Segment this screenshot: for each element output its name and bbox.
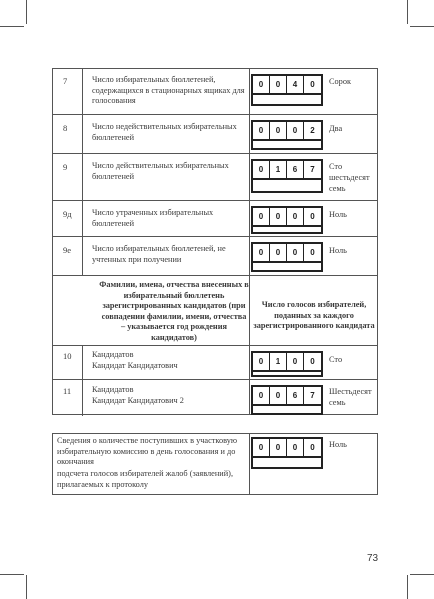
candidate-group: Кандидатов — [92, 350, 134, 359]
digit-cell: 7 — [310, 165, 315, 174]
candidate-group: Кандидатов — [92, 385, 134, 394]
table-row — [53, 236, 377, 275]
table-row — [53, 114, 377, 153]
digit-cell: 0 — [287, 353, 304, 370]
value-in-words: Ноль — [329, 246, 347, 255]
digit-boxes — [251, 74, 323, 95]
results-table — [52, 68, 378, 415]
digit-cell: 6 — [287, 161, 304, 178]
digit-cell: 6 — [287, 387, 304, 404]
crop-mark — [26, 575, 27, 599]
candidate-row — [53, 345, 377, 379]
digit-cell: 0 — [310, 248, 315, 257]
digit-cell: 0 — [253, 387, 270, 404]
digit-cell: 0 — [253, 439, 270, 456]
crop-mark — [26, 0, 27, 24]
digit-cell: 0 — [253, 353, 270, 370]
candidates-header-votes: Число голосов избирателей, поданных за каждого зарегистрированного кандидата — [253, 300, 375, 331]
digit-cell: 0 — [287, 439, 304, 456]
digit-boxes — [251, 120, 323, 141]
crop-mark — [407, 0, 408, 24]
row-number: 9 — [63, 162, 68, 172]
candidate-name: Кандидат Кандидатович 2 — [92, 396, 184, 405]
digit-cell: 0 — [270, 244, 287, 261]
candidate-row — [53, 379, 377, 416]
digit-cell: 2 — [310, 126, 315, 135]
digit-box-frame — [251, 226, 323, 234]
row-description: Число избирательных бюллетеней, не учтенных при получении — [92, 244, 226, 264]
candidates-header — [53, 275, 377, 345]
digit-cell: 0 — [287, 208, 304, 225]
page-number: 73 — [367, 553, 379, 564]
digit-cell: 0 — [270, 208, 287, 225]
row-description: Число действительных избирательных бюллетеней — [92, 161, 229, 181]
value-in-words: Сто шестьдесят семь — [329, 162, 370, 193]
table-row — [53, 153, 377, 200]
row-description: Число утраченных избирательных бюллетеней — [92, 208, 214, 228]
digit-cell: 0 — [310, 212, 315, 221]
digit-box-frame — [251, 405, 323, 415]
table-row — [53, 69, 377, 114]
candidates-header-names: Фамилии, имена, отчества внесенных в избирательный бюллетень зарегистрированных кандидатов (при совпадении фамилии, имени, отчества – указывается год рождения кандидатов) — [99, 280, 249, 342]
digit-cell: 4 — [287, 76, 304, 93]
row-number: 8 — [63, 123, 68, 133]
digit-cell: 7 — [310, 391, 315, 400]
digit-cell: 0 — [310, 443, 315, 452]
digit-boxes — [251, 159, 323, 180]
digit-cell: 0 — [270, 387, 287, 404]
crop-mark — [407, 575, 408, 599]
complaints-description-continued: подсчета голосов избирателей жалоб (заявлений), прилагаемых к протоколу — [57, 469, 234, 489]
digit-cell: 0 — [253, 76, 270, 93]
digit-box-frame — [251, 140, 323, 150]
value-in-words: Шестьдесят семь — [329, 387, 372, 407]
value-in-words: Ноль — [329, 440, 347, 449]
digit-box-frame — [251, 179, 323, 193]
digit-cell: 0 — [253, 161, 270, 178]
crop-mark — [410, 574, 434, 575]
digit-cell: 0 — [253, 122, 270, 139]
row-number: 11 — [63, 386, 72, 396]
digit-boxes — [251, 206, 323, 227]
digit-cell: 0 — [270, 439, 287, 456]
crop-mark — [410, 26, 434, 27]
digit-box-frame — [251, 371, 323, 377]
crop-mark — [0, 26, 24, 27]
complaints-description: Сведения о количестве поступивших в участковую избирательную комиссию в день голосования и до окончания — [57, 436, 238, 466]
crop-mark — [0, 574, 24, 575]
column-divider — [249, 434, 250, 494]
digit-boxes — [251, 437, 323, 458]
row-description: Число избирательных бюллетеней, содержащихся в стационарных ящиках для голосования — [92, 75, 245, 105]
digit-cell: 1 — [270, 353, 287, 370]
row-number: 10 — [63, 351, 72, 361]
digit-boxes — [251, 351, 323, 372]
value-in-words: Два — [329, 124, 343, 133]
digit-box-frame — [251, 94, 323, 106]
digit-cell: 0 — [310, 80, 315, 89]
digit-cell: 0 — [287, 244, 304, 261]
complaints-table — [52, 433, 378, 495]
row-number: 9д — [63, 209, 72, 219]
digit-boxes — [251, 242, 323, 263]
digit-cell: 1 — [270, 161, 287, 178]
digit-cell: 0 — [270, 76, 287, 93]
digit-box-frame — [251, 457, 323, 469]
digit-cell: 0 — [253, 208, 270, 225]
row-number: 9е — [63, 245, 72, 255]
table-row — [53, 200, 377, 236]
value-in-words: Ноль — [329, 210, 347, 219]
digit-cell: 0 — [310, 357, 315, 366]
candidate-name: Кандидат Кандидатович — [92, 361, 178, 370]
digit-box-frame — [251, 262, 323, 272]
digit-boxes — [251, 385, 323, 406]
digit-cell: 0 — [270, 122, 287, 139]
row-number: 7 — [63, 76, 68, 86]
digit-cell: 0 — [287, 122, 304, 139]
value-in-words: Сорок — [329, 77, 352, 86]
row-description: Число недействительных избирательных бюллетеней — [92, 122, 237, 142]
value-in-words: Сто — [329, 355, 343, 364]
digit-cell: 0 — [253, 244, 270, 261]
